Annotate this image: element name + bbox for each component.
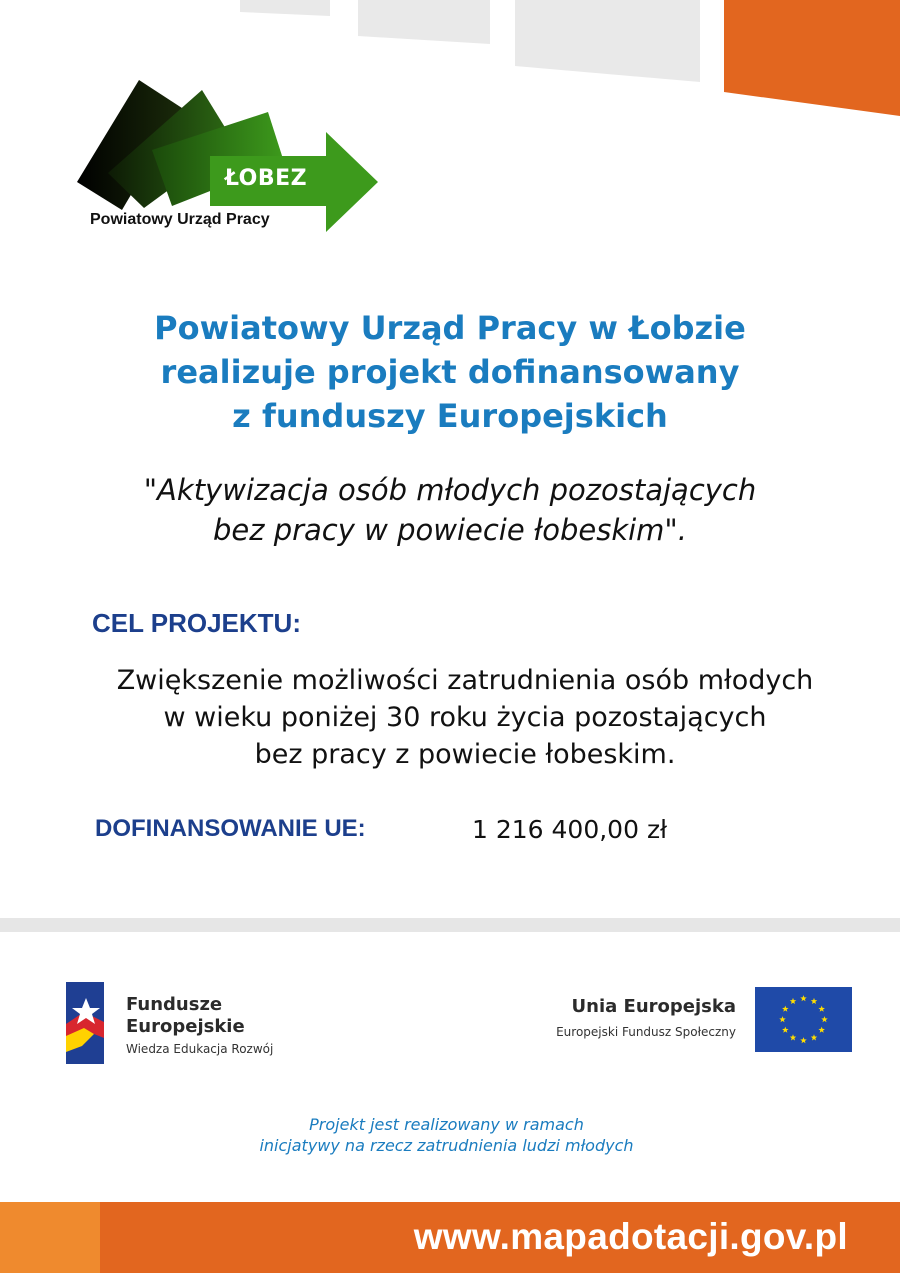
funding-value: 1 216 400,00 zł [472, 815, 668, 844]
goal-label: CEL PROJEKTU: [92, 608, 301, 638]
heading-line: Powiatowy Urząd Pracy w Łobzie [154, 309, 746, 347]
note-line: Projekt jest realizowany w ramach [309, 1115, 584, 1134]
note-line: inicjatywy na rzecz zatrudnienia ludzi młodych [259, 1136, 634, 1155]
heading-line: realizuje projekt dofinansowany [160, 353, 740, 391]
project-name-line: "Aktywizacja osób młodych pozostających [143, 473, 757, 507]
logo-office-name: Powiatowy Urząd Pracy [90, 211, 270, 228]
funding-label: DOFINANSOWANIE UE: [95, 815, 366, 842]
page-heading [0, 306, 900, 438]
fe-logo-line: Fundusze [126, 994, 223, 1015]
footer-url: www.mapadotacji.gov.pl [413, 1216, 848, 1257]
logo-town-name: ŁOBEZ [224, 166, 308, 191]
eu-flag-icon [755, 987, 852, 1052]
goal-text [0, 662, 900, 773]
eu-logo-title: Unia Europejska [571, 996, 736, 1017]
fe-logo-tagline: Wiedza Edukacja Rozwój [126, 1042, 274, 1056]
goal-text-line: Zwiększenie możliwości zatrudnienia osób młodych [116, 665, 814, 696]
section-divider [0, 918, 900, 932]
initiative-note [0, 1114, 893, 1156]
goal-text-line: w wieku poniżej 30 roku życia pozostających [163, 702, 767, 733]
project-name-line: bez pracy w powiecie łobeskim". [213, 513, 687, 547]
heading-line: z funduszy Europejskich [232, 397, 668, 435]
fundusze-europejskie-icon [64, 980, 110, 1066]
fe-logo-title [126, 994, 245, 1038]
project-name [0, 470, 900, 550]
eu-logo-subtitle: Europejski Fundusz Społeczny [556, 1025, 736, 1039]
goal-text-line: bez pracy z powiecie łobeskim. [254, 739, 676, 770]
fe-logo-line: Europejskie [126, 1016, 245, 1037]
